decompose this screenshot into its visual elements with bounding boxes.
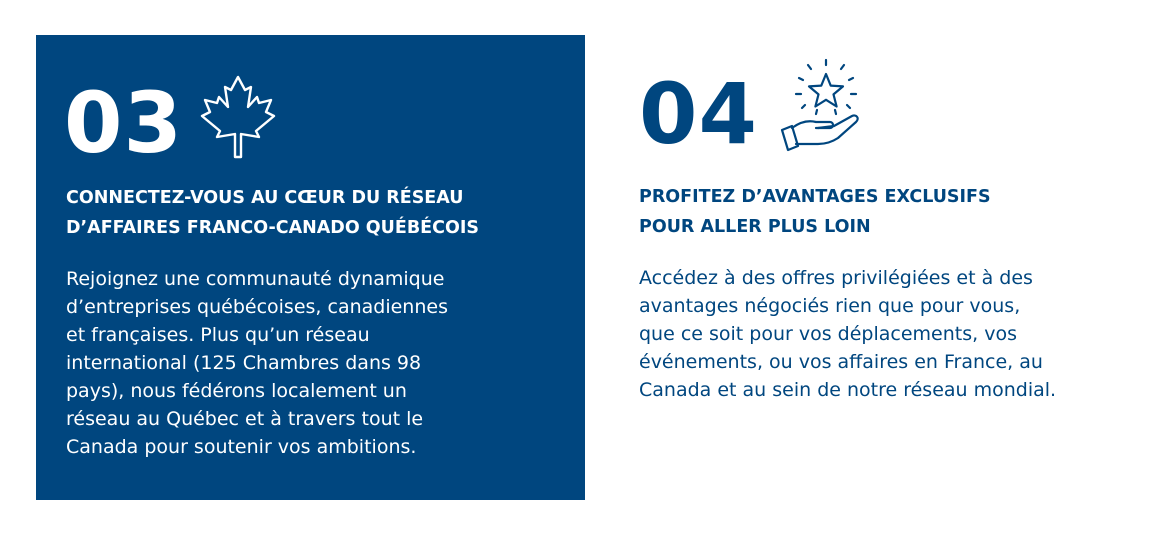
feature-heading-03: CONNECTEZ-VOUS AU CŒUR DU RÉSEAU D’AFFAIRES FRANCO-CANADO QUÉBÉCOIS	[66, 188, 479, 238]
star-in-hand-icon	[778, 58, 864, 162]
feature-description-04: Accédez à des offres privilégiées et à des avantages négociés rien que pour vous, que ce soit pour vos déplacements, vos événements, ou vos affaires en France, au Canada et au sein de notre réseau mondial.	[639, 267, 1057, 401]
feature-card-03	[36, 35, 585, 500]
feature-heading-04: PROFITEZ D’AVANTAGES EXCLUSIFS POUR ALLER PLUS LOIN	[639, 187, 991, 237]
feature-number-03: 03	[64, 74, 183, 172]
feature-number-04: 04	[639, 65, 758, 163]
feature-description-03: Rejoignez une communauté dynamique d’entreprises québécoises, canadiennes et françaises. Plus qu’un réseau international (125 Chambres dans 98 pays), nous fédérons localement un réseau au Québec et à travers tout le Canada pour soutenir vos ambitions.	[66, 268, 448, 458]
maple-leaf-icon	[198, 73, 278, 161]
